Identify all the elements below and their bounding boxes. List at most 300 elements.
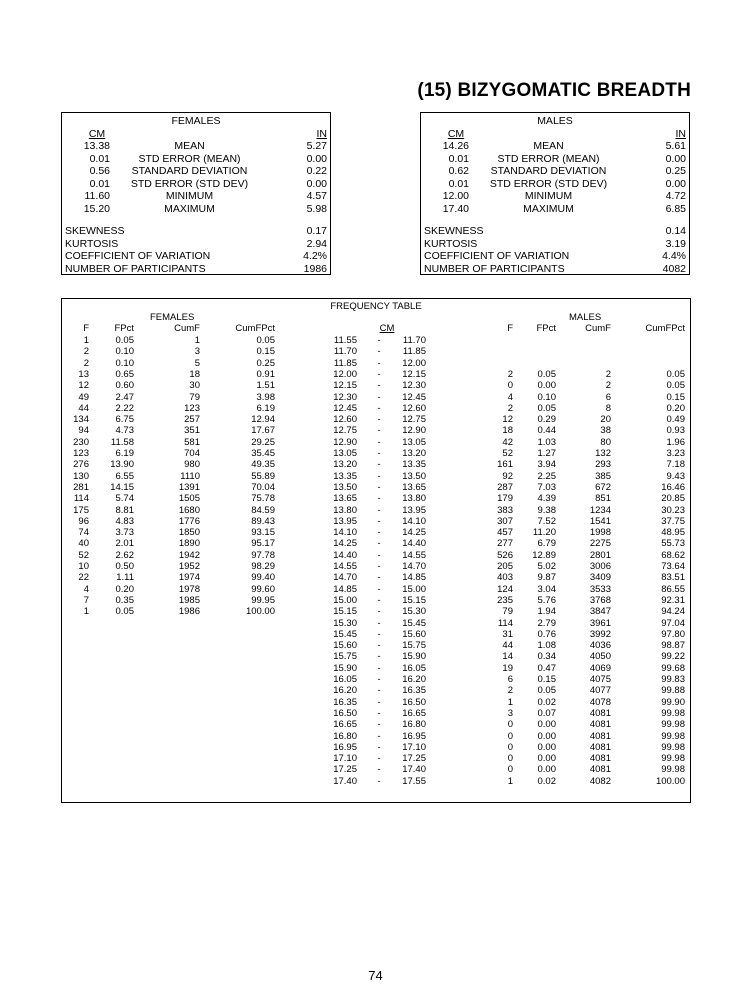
stat-cm-value: 0.01	[89, 177, 110, 190]
summary-row	[421, 263, 689, 276]
unit-header-row	[62, 128, 330, 141]
male-fpct-value: 3.04	[537, 583, 556, 595]
stat-label: MAXIMUM	[523, 202, 574, 215]
stat-label: MINIMUM	[524, 190, 573, 202]
stat-row	[421, 140, 689, 153]
female-f-value: 123	[73, 448, 89, 459]
female-fpct-value: 3.73	[115, 527, 134, 539]
male-f-value: 12	[502, 414, 513, 426]
cm-unit-label: CM	[88, 127, 106, 140]
male-cumfpct-value: 68.62	[661, 549, 685, 561]
stat-row	[421, 165, 689, 178]
range-high: 12.75	[402, 414, 426, 426]
range-dash: -	[377, 414, 381, 426]
stat-in-value: 0.22	[306, 165, 327, 177]
range-dash: -	[377, 527, 381, 539]
female-f-value: 114	[73, 493, 89, 505]
female-cumf-value: 1850	[178, 527, 200, 539]
female-f-value: 10	[78, 561, 89, 572]
male-cumfpct-value: 98.87	[661, 640, 685, 652]
range-dash: -	[377, 594, 381, 606]
female-cumf-value: 1890	[178, 538, 200, 550]
stat-row	[62, 140, 330, 153]
summary-label: COEFFICIENT OF VARIATION	[65, 250, 211, 262]
stat-in-value: 0.25	[665, 165, 686, 177]
male-cumf-value: 4078	[589, 696, 611, 708]
stat-label: MEAN	[174, 140, 205, 152]
range-low: 12.75	[333, 425, 357, 437]
female-f-value: 2	[83, 357, 89, 369]
female-f-value: 281	[73, 481, 89, 493]
male-cumfpct-value: 86.55	[661, 583, 685, 595]
male-cumf-value: 80	[600, 436, 611, 448]
range-dash: -	[377, 515, 381, 527]
male-cumfpct-value: 73.64	[661, 561, 685, 572]
range-low: 17.25	[333, 764, 357, 776]
male-f-value: 18	[502, 425, 513, 437]
female-cumfpct-value: 12.94	[251, 414, 275, 426]
female-cumfpct-value: 55.89	[251, 470, 275, 482]
male-cumfpct-value: 100.00	[655, 775, 685, 787]
range-dash: -	[377, 561, 381, 572]
female-column-header: F	[83, 323, 89, 334]
female-fpct-value: 2.62	[115, 549, 134, 561]
male-f-value: 457	[497, 527, 513, 539]
females-stats-panel	[61, 112, 331, 275]
female-fpct-value: 2.01	[115, 538, 134, 550]
range-dash: -	[377, 549, 381, 561]
stat-label: STD ERROR (MEAN)	[497, 152, 600, 165]
stat-cm-value: 12.00	[442, 190, 469, 202]
range-dash: -	[377, 741, 381, 753]
range-dash: -	[377, 662, 381, 674]
female-fpct-value: 0.10	[115, 357, 134, 369]
range-high: 15.15	[402, 594, 426, 606]
range-high: 15.60	[402, 628, 426, 640]
summary-row	[62, 238, 330, 251]
female-f-value: 12	[78, 380, 89, 392]
range-high: 12.30	[402, 380, 426, 392]
male-fpct-value: 0.05	[537, 402, 556, 414]
female-cumfpct-value: 97.78	[251, 549, 275, 561]
male-fpct-value: 5.02	[537, 561, 556, 572]
male-fpct-value: 0.00	[537, 753, 556, 765]
range-low: 12.45	[333, 402, 357, 414]
female-cumf-value: 1986	[178, 606, 200, 618]
range-dash: -	[377, 572, 381, 584]
male-cumf-value: 4081	[589, 719, 611, 731]
female-fpct-value: 6.19	[115, 448, 134, 459]
male-cumfpct-value: 97.04	[661, 617, 685, 629]
range-low: 15.45	[333, 628, 357, 640]
male-f-value: 161	[497, 459, 513, 471]
female-f-value: 1	[83, 606, 89, 618]
female-f-value: 7	[83, 594, 89, 606]
range-dash: -	[377, 357, 381, 369]
male-f-value: 235	[497, 594, 513, 606]
stat-in-value: 0.00	[665, 177, 686, 190]
range-high: 13.95	[402, 504, 426, 516]
summary-value: 4082	[662, 262, 686, 275]
male-cumf-value: 4081	[589, 753, 611, 765]
summary-row	[62, 250, 330, 263]
range-low: 15.60	[333, 640, 357, 652]
range-low: 13.50	[333, 481, 357, 493]
summary-row	[421, 238, 689, 251]
range-low: 11.55	[333, 335, 357, 346]
stat-in-value: 6.85	[665, 202, 686, 215]
female-cumf-value: 351	[184, 425, 200, 437]
female-cumf-value: 18	[189, 368, 200, 380]
range-dash: -	[377, 764, 381, 776]
male-cumfpct-value: 99.68	[661, 662, 685, 674]
range-low: 15.30	[333, 617, 357, 629]
female-cumfpct-value: 93.15	[251, 527, 275, 539]
female-fpct-value: 4.83	[115, 515, 134, 527]
range-dash: -	[377, 628, 381, 640]
female-cumfpct-value: 0.91	[256, 368, 275, 380]
stat-row	[62, 153, 330, 166]
female-fpct-value: 0.10	[115, 346, 134, 358]
range-dash: -	[377, 606, 381, 618]
stat-in-value: 0.00	[665, 152, 686, 165]
female-cumf-value: 1110	[180, 470, 200, 482]
female-column-header: CumFPct	[235, 323, 275, 334]
range-dash: -	[377, 707, 381, 719]
range-low: 15.15	[333, 606, 357, 618]
female-fpct-value: 11.58	[110, 436, 134, 448]
male-cumf-value: 4081	[589, 764, 611, 776]
range-dash: -	[377, 651, 381, 663]
summary-label: NUMBER OF PARTICIPANTS	[65, 262, 206, 275]
range-high: 15.75	[402, 640, 426, 652]
stat-in-value: 5.98	[306, 202, 327, 215]
stat-label: STANDARD DEVIATION	[490, 165, 607, 177]
male-cumfpct-value: 20.85	[661, 493, 685, 505]
female-cumf-value: 1985	[178, 594, 200, 606]
range-high: 13.20	[402, 448, 426, 459]
range-high: 11.85	[402, 346, 426, 358]
female-fpct-value: 0.50	[115, 561, 134, 572]
female-fpct-value: 14.15	[110, 481, 134, 493]
female-cumf-value: 257	[184, 414, 200, 426]
female-f-value: 175	[73, 504, 89, 516]
male-cumfpct-value: 3.23	[666, 448, 685, 459]
stat-label: STANDARD DEVIATION	[131, 165, 248, 177]
stat-row	[62, 178, 330, 191]
range-dash: -	[377, 391, 381, 403]
range-low: 17.40	[333, 775, 357, 787]
male-cumf-value: 38	[600, 425, 611, 437]
male-cumf-value: 4081	[589, 741, 611, 753]
stat-cm-value: 0.01	[448, 177, 469, 190]
range-low: 16.35	[333, 696, 357, 708]
male-cumfpct-value: 99.98	[661, 719, 685, 731]
male-f-value: 6	[507, 674, 513, 685]
male-f-value: 114	[497, 617, 513, 629]
female-cumf-value: 704	[184, 448, 200, 459]
range-dash: -	[377, 335, 381, 346]
male-cumf-value: 3992	[589, 628, 611, 640]
female-fpct-value: 13.90	[110, 459, 134, 471]
male-cumfpct-value: 37.75	[661, 515, 685, 527]
male-f-value: 42	[502, 436, 513, 448]
stat-row	[62, 165, 330, 178]
range-low: 16.65	[333, 719, 357, 731]
range-dash: -	[377, 640, 381, 652]
male-fpct-value: 0.00	[537, 719, 556, 731]
male-f-value: 2	[507, 402, 513, 414]
range-high: 14.40	[402, 538, 426, 550]
range-high: 13.65	[402, 481, 426, 493]
range-low: 12.60	[333, 414, 357, 426]
range-high: 15.90	[402, 651, 426, 663]
range-high: 17.10	[402, 741, 426, 753]
stat-row	[421, 190, 689, 203]
female-cumf-value: 1391	[178, 481, 200, 493]
stat-in-value: 5.61	[665, 140, 686, 152]
male-f-value: 0	[507, 741, 513, 753]
range-high: 16.65	[402, 707, 426, 719]
male-cumf-value: 2	[605, 380, 611, 392]
stat-cm-value: 13.38	[83, 140, 110, 152]
range-high: 15.30	[402, 606, 426, 618]
male-cumfpct-value: 0.05	[666, 368, 685, 380]
male-cumfpct-value: 1.96	[666, 436, 685, 448]
male-f-value: 2	[507, 685, 513, 697]
male-f-value: 92	[502, 470, 513, 482]
stat-label: MAXIMUM	[164, 202, 215, 215]
female-cumf-value: 581	[184, 436, 200, 448]
male-cumfpct-value: 55.73	[661, 538, 685, 550]
male-cumf-value: 3006	[589, 561, 611, 572]
stat-in-value: 4.57	[306, 190, 327, 202]
male-fpct-value: 3.94	[537, 459, 556, 471]
male-cumfpct-value: 99.98	[661, 753, 685, 765]
male-fpct-value: 0.02	[537, 696, 556, 708]
female-cumf-value: 123	[184, 402, 200, 414]
range-high: 13.05	[402, 436, 426, 448]
female-cumf-value: 1952	[178, 561, 200, 572]
range-low: 16.50	[333, 707, 357, 719]
female-f-value: 13	[78, 368, 89, 380]
male-fpct-value: 0.15	[537, 674, 556, 685]
male-cumfpct-value: 97.80	[661, 628, 685, 640]
range-low: 15.75	[333, 651, 357, 663]
range-high: 12.00	[402, 357, 426, 369]
cm-unit-label: CM	[447, 127, 465, 140]
frequency-females-heading: FEMALES	[150, 312, 195, 323]
summary-label: KURTOSIS	[424, 237, 478, 250]
female-cumfpct-value: 17.67	[251, 425, 275, 437]
range-low: 16.80	[333, 730, 357, 742]
range-low: 14.10	[333, 527, 357, 539]
male-cumf-value: 3533	[589, 583, 611, 595]
male-fpct-value: 0.00	[537, 764, 556, 776]
summary-value: 4.4%	[662, 250, 686, 262]
males-stats-panel	[420, 112, 690, 275]
range-low: 13.65	[333, 493, 357, 505]
male-f-value: 403	[497, 572, 513, 584]
female-fpct-value: 0.35	[115, 594, 134, 606]
male-f-value: 19	[502, 662, 513, 674]
summary-row	[62, 263, 330, 276]
male-f-value: 179	[497, 493, 513, 505]
female-cumf-value: 3	[194, 346, 200, 358]
stat-label: STD ERROR (MEAN)	[138, 152, 241, 165]
male-cumf-value: 2275	[589, 538, 611, 550]
male-fpct-value: 1.08	[537, 640, 556, 652]
stat-cm-value: 0.62	[448, 165, 469, 177]
male-fpct-value: 0.07	[537, 707, 556, 719]
summary-value: 0.14	[665, 225, 686, 237]
female-cumfpct-value: 84.59	[251, 504, 275, 516]
male-fpct-value: 0.44	[537, 425, 556, 437]
male-cumf-value: 672	[595, 481, 611, 493]
male-fpct-value: 0.34	[537, 651, 556, 663]
male-cumf-value: 385	[595, 470, 611, 482]
male-f-value: 1	[507, 775, 513, 787]
male-cumf-value: 8	[605, 402, 611, 414]
range-low: 13.95	[333, 515, 357, 527]
range-high: 17.55	[402, 775, 426, 787]
male-f-value: 4	[507, 391, 513, 403]
range-low: 16.95	[333, 741, 357, 753]
range-dash: -	[377, 368, 381, 380]
female-cumf-value: 1680	[178, 504, 200, 516]
range-high: 16.95	[402, 730, 426, 742]
range-low: 16.20	[333, 685, 357, 697]
male-cumfpct-value: 0.05	[666, 380, 685, 392]
female-cumfpct-value: 35.45	[251, 448, 275, 459]
male-f-value: 277	[497, 538, 513, 550]
range-dash: -	[377, 685, 381, 697]
range-high: 14.70	[402, 561, 426, 572]
range-low: 13.05	[333, 448, 357, 459]
male-f-value: 205	[497, 561, 513, 572]
female-f-value: 52	[78, 549, 89, 561]
female-cumfpct-value: 0.25	[256, 357, 275, 369]
male-f-value: 307	[497, 515, 513, 527]
male-cumf-value: 1998	[589, 527, 611, 539]
range-high: 16.80	[402, 719, 426, 731]
female-f-value: 94	[78, 425, 89, 437]
male-cumf-value: 1541	[589, 515, 611, 527]
stat-in-value: 4.72	[665, 190, 686, 202]
male-cumf-value: 4082	[589, 775, 611, 787]
stat-cm-value: 0.56	[89, 165, 110, 177]
summary-row	[62, 225, 330, 238]
range-low: 16.05	[333, 674, 357, 685]
summary-label: NUMBER OF PARTICIPANTS	[424, 262, 565, 275]
female-cumf-value: 1942	[178, 549, 200, 561]
male-cumf-value: 293	[595, 459, 611, 471]
male-fpct-value: 1.27	[537, 448, 556, 459]
male-f-value: 287	[497, 481, 513, 493]
range-high: 13.50	[402, 470, 426, 482]
male-cumfpct-value: 0.49	[666, 414, 685, 426]
range-low: 12.00	[333, 368, 357, 380]
range-high: 16.50	[402, 696, 426, 708]
range-high: 14.25	[402, 527, 426, 539]
male-f-value: 3	[507, 707, 513, 719]
male-fpct-value: 5.76	[537, 594, 556, 606]
male-fpct-value: 9.38	[537, 504, 556, 516]
male-cumf-value: 4081	[589, 730, 611, 742]
female-cumfpct-value: 49.35	[251, 459, 275, 471]
stat-in-value: 0.00	[306, 177, 327, 190]
male-f-value: 79	[502, 606, 513, 618]
stat-row	[421, 153, 689, 166]
male-f-value: 0	[507, 753, 513, 765]
female-f-value: 130	[73, 470, 89, 482]
stat-label: STD ERROR (STD DEV)	[130, 177, 249, 190]
summary-label: SKEWNESS	[424, 225, 484, 237]
male-column-header: CumFPct	[645, 323, 685, 334]
range-high: 15.45	[402, 617, 426, 629]
female-cumf-value: 79	[189, 391, 200, 403]
female-fpct-value: 1.11	[116, 572, 134, 584]
male-cumfpct-value: 16.46	[661, 481, 685, 493]
frequency-males-heading: MALES	[569, 312, 602, 323]
male-cumfpct-value: 30.23	[661, 504, 685, 516]
male-cumf-value: 3409	[589, 572, 611, 584]
male-fpct-value: 11.20	[532, 527, 556, 539]
range-dash: -	[377, 583, 381, 595]
male-fpct-value: 0.00	[537, 730, 556, 742]
male-cumf-value: 4077	[589, 685, 611, 697]
female-f-value: 49	[78, 391, 89, 403]
range-dash: -	[377, 719, 381, 731]
female-cumfpct-value: 6.19	[256, 402, 275, 414]
male-cumfpct-value: 99.98	[661, 730, 685, 742]
female-cumfpct-value: 99.40	[251, 572, 275, 584]
range-dash: -	[377, 493, 381, 505]
male-cumfpct-value: 99.22	[661, 651, 685, 663]
range-dash: -	[377, 425, 381, 437]
range-low: 14.40	[333, 549, 357, 561]
male-fpct-value: 0.00	[537, 741, 556, 753]
stat-in-value: 0.00	[306, 152, 327, 165]
range-dash: -	[377, 775, 381, 787]
male-f-value: 52	[502, 448, 513, 459]
male-fpct-value: 0.05	[537, 368, 556, 380]
range-low: 11.85	[333, 357, 357, 369]
range-low: 15.00	[333, 594, 357, 606]
male-cumf-value: 6	[605, 391, 611, 403]
male-column-header: FPct	[536, 323, 556, 334]
male-f-value: 0	[507, 730, 513, 742]
summary-value: 3.19	[665, 237, 686, 250]
female-cumfpct-value: 98.29	[251, 561, 275, 572]
range-low: 12.90	[333, 436, 357, 448]
male-f-value: 0	[507, 764, 513, 776]
range-high: 16.20	[402, 674, 426, 685]
range-dash: -	[377, 459, 381, 471]
female-cumf-value: 30	[189, 380, 200, 392]
male-fpct-value: 6.79	[537, 538, 556, 550]
summary-row	[421, 225, 689, 238]
stat-cm-value: 0.01	[448, 152, 469, 165]
female-cumf-value: 1978	[178, 583, 200, 595]
range-dash: -	[377, 402, 381, 414]
range-low: 11.70	[333, 346, 357, 358]
female-fpct-value: 0.65	[115, 368, 134, 380]
female-cumf-value: 1776	[178, 515, 200, 527]
females-stats-heading: FEMALES	[171, 115, 221, 127]
male-fpct-value: 0.05	[537, 685, 556, 697]
female-fpct-value: 2.22	[115, 402, 134, 414]
